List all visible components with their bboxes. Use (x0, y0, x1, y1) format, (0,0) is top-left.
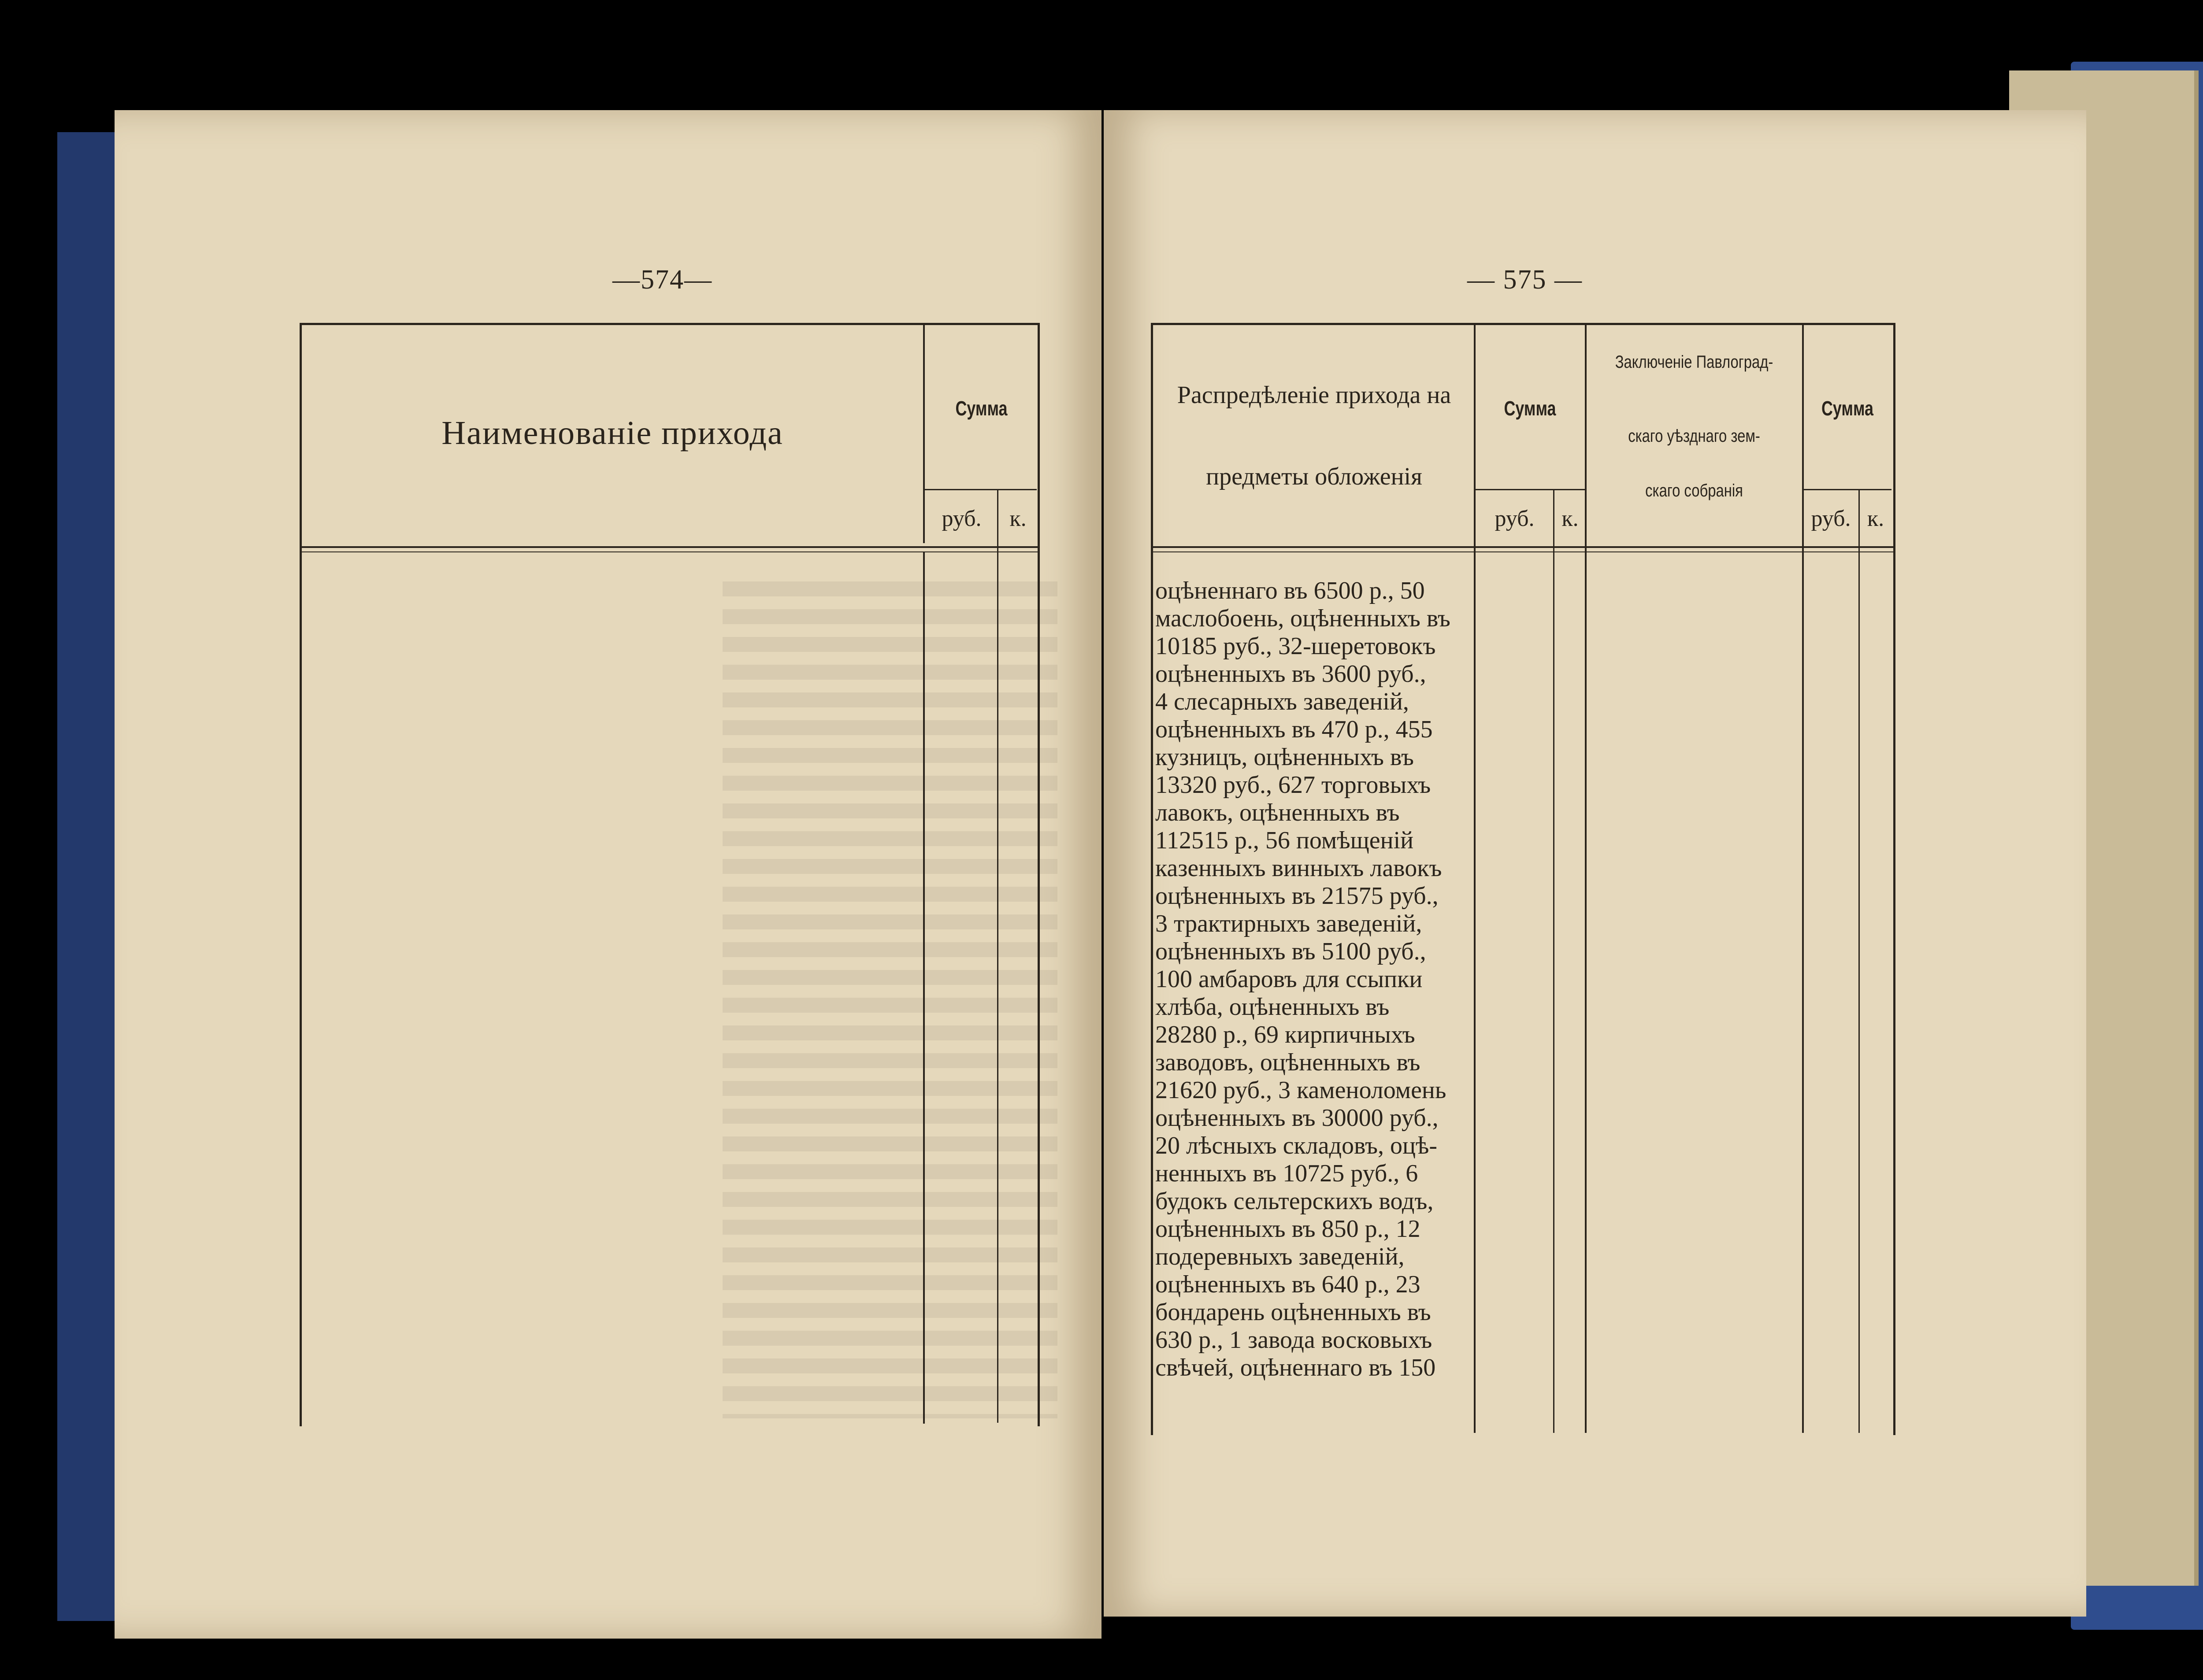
right-rub-header-2: руб. (1811, 506, 1851, 531)
left-table (300, 323, 1040, 1426)
left-sum-header: Сумма (955, 397, 1008, 420)
text-line: 100 амбаровъ для ссыпки (1155, 966, 1423, 993)
right-page-number: — 575 — (1467, 265, 1583, 295)
text-line: кузницъ, оцѣненныхъ въ (1155, 744, 1414, 771)
right-sum-divider-1 (1475, 489, 1585, 490)
right-conclusion-header-line2: скаго уѣзднаго зем- (1628, 426, 1760, 446)
text-line: оцѣненныхъ въ 21575 руб., (1155, 882, 1439, 910)
right-sum-header-2: Сумма (1821, 397, 1873, 420)
text-line: подеревныхъ заведеній, (1155, 1243, 1405, 1270)
right-kop-divider-1 (1553, 489, 1554, 1433)
text-line: свѣчей, оцѣненнаго въ 150 (1155, 1354, 1436, 1381)
text-line: 3 трактирныхъ заведеній, (1155, 910, 1422, 937)
text-line: оцѣненныхъ въ 640 р., 23 (1155, 1271, 1420, 1298)
text-line: оцѣненныхъ въ 850 р., 12 (1155, 1215, 1420, 1243)
right-conclusion-header-line1: Заключеніе Павлоград- (1615, 352, 1773, 372)
left-sum-divider (924, 489, 1037, 490)
text-line: 13320 руб., 627 торговыхъ (1155, 771, 1431, 799)
text-line: хлѣба, оцѣненныхъ въ (1155, 993, 1390, 1021)
left-page-number: —574— (612, 265, 712, 295)
text-line: бондарень оцѣненныхъ въ (1155, 1299, 1431, 1326)
text-line: оцѣненныхъ въ 470 р., 455 (1155, 716, 1433, 743)
left-col-divider-lower (923, 551, 925, 1424)
right-distribution-header-line1: Распредѣленіе прихода на (1177, 381, 1451, 409)
left-rub-header: руб. (942, 506, 982, 531)
left-name-column-header: Наименованіе прихода (441, 414, 783, 451)
text-line: будокъ сельтерскихъ водъ, (1155, 1188, 1434, 1215)
text-line: оцѣненныхъ въ 5100 руб., (1155, 938, 1426, 965)
text-line: лавокъ, оцѣненныхъ въ (1155, 799, 1400, 826)
text-line: оцѣненныхъ въ 3600 руб., (1155, 660, 1426, 688)
text-line: оцѣненныхъ въ 30000 руб., (1155, 1104, 1439, 1132)
left-col-divider (923, 323, 925, 543)
text-line: 10185 руб., 32-шеретовокъ (1155, 633, 1436, 660)
right-conclusion-header-line3: скаго собранія (1645, 481, 1743, 500)
right-kop-divider-2 (1858, 489, 1860, 1433)
text-line: 112515 р., 56 помѣщеній (1155, 827, 1414, 854)
right-header-rule-2 (1151, 551, 1895, 552)
text-line: казенныхъ винныхъ лавокъ (1155, 855, 1442, 882)
right-rub-header: руб. (1495, 506, 1535, 531)
left-header-rule (300, 546, 1040, 548)
left-header-rule-2 (300, 551, 1040, 552)
text-line: 21620 руб., 3 каменоломень (1155, 1077, 1446, 1104)
right-sum-divider-2 (1803, 489, 1891, 490)
text-line: 20 лѣсныхъ складовъ, оцѣ- (1155, 1132, 1438, 1159)
right-kop-header: к. (1561, 506, 1579, 531)
left-kop-header: к. (1009, 506, 1027, 531)
text-line: оцѣненнаго въ 6500 р., 50 (1155, 577, 1425, 604)
text-line: 4 слесарныхъ заведеній, (1155, 688, 1409, 715)
right-distribution-header-line2: предметы обложенія (1206, 463, 1422, 490)
text-line: 630 р., 1 завода восковыхъ (1155, 1326, 1432, 1354)
distribution-text (1155, 577, 1473, 1382)
right-header-rule (1151, 546, 1895, 548)
left-kop-divider (997, 489, 998, 1423)
right-kop-header-2: к. (1867, 506, 1884, 531)
text-line: 28280 р., 69 кирпичныхъ (1155, 1021, 1415, 1048)
right-sum-header: Сумма (1504, 397, 1556, 420)
text-line: ненныхъ въ 10725 руб., 6 (1155, 1160, 1418, 1187)
text-line: заводовъ, оцѣненныхъ въ (1155, 1049, 1420, 1076)
text-line: маслобоень, оцѣненныхъ въ (1155, 605, 1450, 632)
